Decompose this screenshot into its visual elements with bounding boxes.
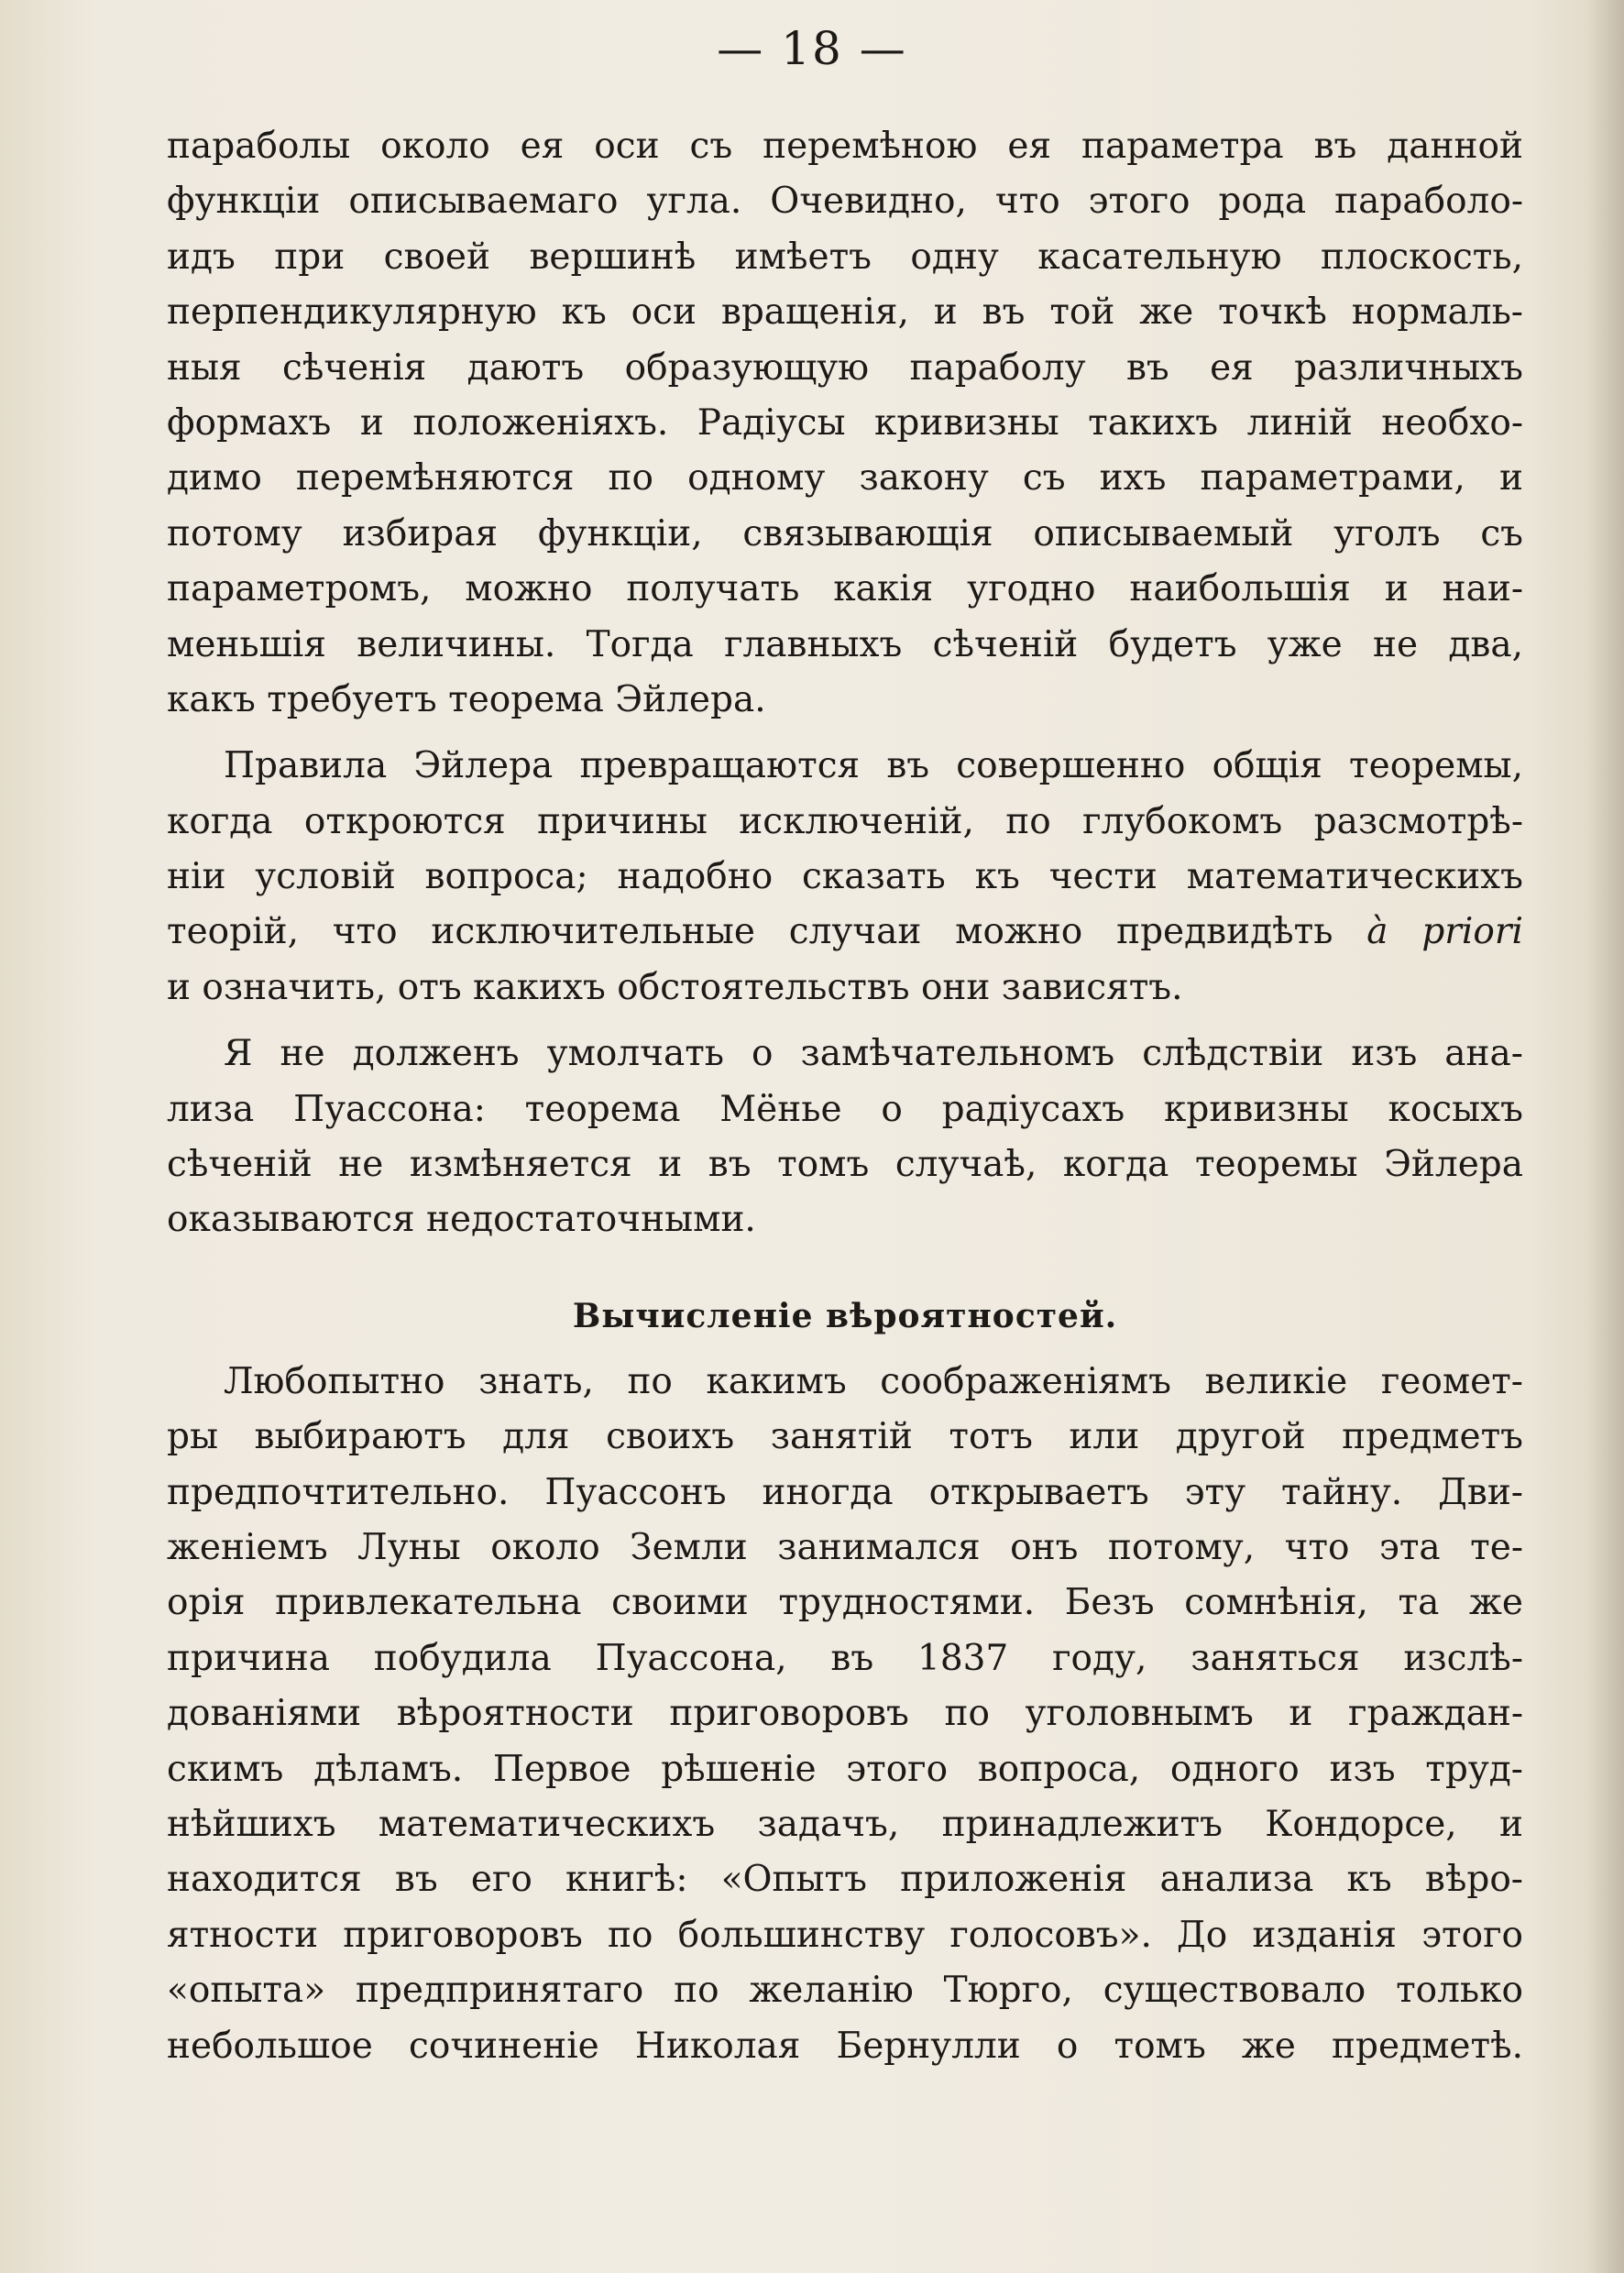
text-line: «опыта» предпринятаго по желанію Тюрго, существовало только xyxy=(167,1970,1523,2012)
paragraph-euler-rules xyxy=(167,739,1523,1016)
text-line: потому избирая функціи, связывающія описываемый уголъ съ xyxy=(167,512,1523,555)
text-line: димо перемѣняются по одному закону съ ихъ параметрами, и xyxy=(167,457,1523,500)
text-line: когда откроются причины исключеній, по глубокомъ разсмотрѣ- xyxy=(167,800,1523,842)
text-line: идъ при своей вершинѣ имѣетъ одну касательную плоскость, xyxy=(167,236,1523,278)
text-line: лиза Пуассона: теорема Мёнье о радіусахъ кривизны косыхъ xyxy=(167,1088,1523,1130)
text-line: функціи описываемаго угла. Очевидно, что этого рода параболо- xyxy=(167,181,1523,223)
paragraph-paraboloid xyxy=(167,119,1523,728)
text-line: причина побудила Пуассона, въ 1837 году, заняться изслѣ- xyxy=(167,1637,1523,1679)
text-line: перпендикулярную къ оси вращенія, и въ той же точкѣ нормаль- xyxy=(167,291,1523,334)
text-line: ныя сѣченія даютъ образующую параболу въ ея различныхъ xyxy=(167,346,1523,389)
text-line: находится въ его книгѣ: «Опытъ приложенія анализа къ вѣро- xyxy=(167,1859,1523,1901)
text-line: сѣченій не измѣняется и въ томъ случаѣ, когда теоремы Эйлера xyxy=(167,1144,1523,1186)
text-line: скимъ дѣламъ. Первое рѣшеніе этого вопроса, одного изъ труд- xyxy=(167,1748,1523,1790)
page-edge-shadow xyxy=(1587,0,1624,2273)
text-line-last: и означить, отъ какихъ обстоятельствъ они зависятъ. xyxy=(167,966,1183,1008)
text-line-with-italic xyxy=(167,905,1523,960)
text-line: ніи условій вопроса; надобно сказать къ чести математическихъ xyxy=(167,856,1523,898)
text-line-first: Любопытно знать, по какимъ соображеніямъ великіе геомет- xyxy=(224,1360,1523,1402)
text-line: ры выбираютъ для своихъ занятій тотъ или другой предметъ xyxy=(167,1416,1523,1458)
text-line: предпочтительно. Пуассонъ иногда открываетъ эту тайну. Дви- xyxy=(167,1471,1523,1513)
italic-phrase: à priori xyxy=(1366,911,1523,953)
text-line-first: Правила Эйлера превращаются въ совершенно общія теоремы, xyxy=(224,745,1523,787)
text-line: орія привлекательна своими трудностями. Безъ сомнѣнія, та же xyxy=(167,1582,1523,1624)
paragraph-probabilities xyxy=(167,1355,1523,2074)
section-heading: Вычисленіе вѣроятностей. xyxy=(572,1296,1118,1335)
text-line-last: оказываются недостаточными. xyxy=(167,1199,756,1241)
page-number: — 18 — xyxy=(717,22,907,75)
text-segment: теорій, что исключительные случаи можно предвидѣть xyxy=(167,911,1333,953)
paragraph-poisson-meusnier xyxy=(167,1027,1523,1248)
text-line-first: Я не долженъ умолчать о замѣчательномъ слѣдствіи изъ ана- xyxy=(224,1033,1523,1075)
text-line-last: какъ требуетъ теорема Эйлера. xyxy=(167,678,766,720)
text-line: небольшое сочиненіе Николая Бернулли о томъ же предметѣ. xyxy=(167,2025,1523,2067)
text-line: дованіями вѣроятности приговоровъ по уголовнымъ и граждан- xyxy=(167,1693,1523,1735)
text-line: параболы около ея оси съ перемѣною ея параметра въ данной xyxy=(167,126,1523,167)
text-line: параметромъ, можно получать какія угодно наибольшія и наи- xyxy=(167,568,1523,610)
text-line: женіемъ Луны около Земли занимался онъ потому, что эта те- xyxy=(167,1526,1523,1568)
text-line: нѣйшихъ математическихъ задачъ, принадлежитъ Кондорсе, и xyxy=(167,1803,1523,1845)
text-line: меньшія величины. Тогда главныхъ сѣченій будетъ уже не два, xyxy=(167,623,1523,665)
text-line: формахъ и положеніяхъ. Радіусы кривизны такихъ линій необхо- xyxy=(167,401,1523,444)
page-body xyxy=(167,119,1523,2074)
text-line: ятности приговоровъ по большинству голосовъ». До изданія этого xyxy=(167,1914,1523,1956)
